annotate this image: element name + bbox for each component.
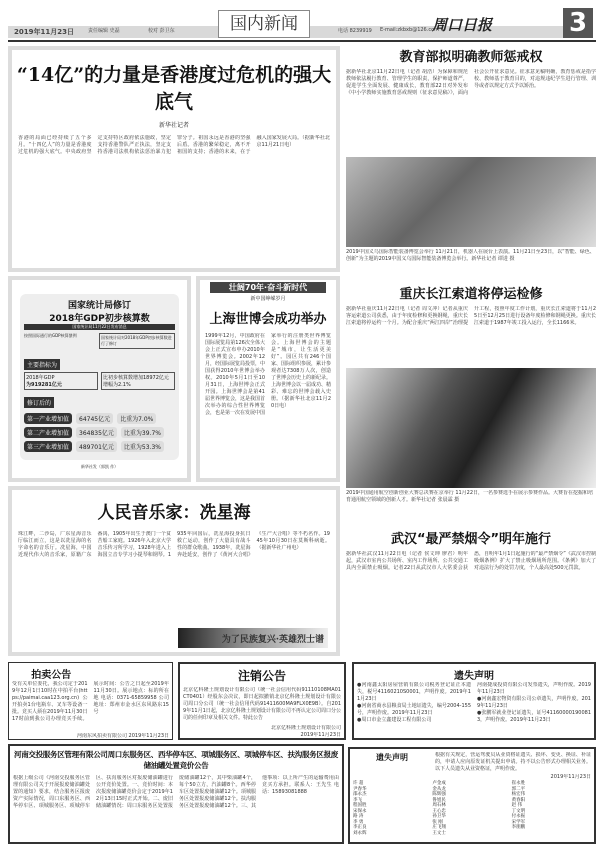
lost-person-name: 张 刚 bbox=[432, 819, 443, 825]
sector-name: 第三产业增加值 bbox=[24, 441, 72, 452]
lost-person-name: 尹春华 bbox=[353, 786, 367, 792]
auction-signer: 河南东风拍卖有限公司 bbox=[76, 733, 127, 739]
aviation-photo bbox=[346, 368, 596, 488]
infographic-subtitle: 2018年GDP初步核算数 bbox=[49, 314, 150, 324]
lost-notice-1 bbox=[352, 662, 596, 740]
lost-person-name: 陈辉强 bbox=[432, 792, 446, 797]
lost2-intro: 根据有关规定，营运驾驶员从业资格证遗失、损坏、变更、换证、补证的，申请人应向原发证机关提出申请。持不以公告形式办理相关业务。以下人员遗失从业资格证，声明作废。 bbox=[435, 752, 591, 772]
wh-headline: 武汉“最严禁烟令”明年施行 bbox=[390, 532, 552, 547]
lost-person-name: 孙卫华 bbox=[432, 814, 446, 819]
section-title: 国内新闻 bbox=[218, 10, 310, 38]
expo-robot-photo bbox=[346, 157, 596, 247]
sector-value: 64745亿元 bbox=[76, 413, 113, 424]
lost-person-name: 丁文明 bbox=[511, 808, 526, 814]
gdp-increase: 比初步核算数增加18972亿元 增幅为2.1% bbox=[101, 372, 175, 390]
gdp-sector-row bbox=[24, 413, 175, 424]
lost-person-name: 邵永杰 bbox=[353, 792, 367, 797]
cancellation-notice bbox=[178, 662, 346, 740]
photo-caption: 2019中国义乌国际智能装备博览会举行 11月21日，机器人在展台上表演。11月21日至23日，以“智能、绿色、创新”为主题的2019中国义乌国际智能装备博览会举行。新华社记者 谭进 摄 bbox=[346, 249, 595, 262]
lost-person-name: 李 勇 bbox=[353, 819, 364, 825]
lost-item: ●河南鑫太阳房屋营销有限公司税务登记证正本遗失，税号41160210S0001，声明作废。2019年11月23日 bbox=[357, 682, 471, 702]
note: 国家统计局对2018年GDP初步核算数进行了修订 bbox=[99, 333, 175, 349]
right-column bbox=[346, 46, 596, 656]
sector-name: 第二产业增加值 bbox=[24, 427, 72, 438]
expo-body: 1999年12月，中国政府在国际展览局第126次全体大会上正式宣布申办2010年世界博览会。2002年12月，经国际展览局投票，中国获得2010年世博会举办权。2010年5月1日至10月31日，上海世博会正式开园。上海世博会是第41届世界博览会，这是我国首次举办的综合性世界博览会，也是第一次在发展中国家举行的注册类世界博览会。上海世博会的主题是“城市，让生活更美好”。园区共有246个国家、国际组织参展，累计参观者达7308万人次，创造了世博会历史上的新纪录。上海世博会以一届成功、精彩、难忘的世博会载入史册。（据新华社北京11月20日电） bbox=[205, 333, 332, 416]
gdp-sector-row bbox=[24, 427, 175, 438]
label: 修订后的 bbox=[24, 397, 54, 408]
edu-headline: 教育部拟明确教师惩戒权 bbox=[399, 50, 543, 65]
series-banner: 壮阔70年·奋斗新时代 bbox=[210, 282, 326, 293]
gdp-value: 为919281亿元 bbox=[26, 382, 62, 388]
expo-headline: 上海世博会成功举办 bbox=[209, 312, 327, 327]
auction-title: 拍卖公告 bbox=[31, 670, 72, 681]
lost-item: ●河南鑫宏物资有限公司公章遗失，声明作废。2019年11月23日 bbox=[477, 696, 591, 709]
lost-person-name: 程国胜 bbox=[353, 803, 367, 808]
cancel-title: 注销公告 bbox=[237, 669, 286, 683]
lost-person-name: 郭二平 bbox=[511, 786, 526, 792]
lead-headline: “14亿”的力量是香港度过危机的强大底气 bbox=[16, 64, 332, 113]
lost2-title: 遗失声明 bbox=[376, 753, 408, 762]
issue-date: 2019年11月23日 bbox=[14, 28, 74, 36]
auction-signature bbox=[12, 733, 169, 740]
lost-title: 遗失声明 bbox=[454, 671, 494, 682]
bid-body: 根据上级公司《河南交投服务区管理有限公司关于开展报废储油罐处置的通知》要求，结合服务区报废资产实际情况，周口东服务区、西华停车区、项城服务区、项城停车区、扶沟服务区对报废储油罐进行公开竞价处置。一、竞价时间：本次报废储油罐竞价会定于2019年12月13日15时正式开始。二、废旧储油罐情况：周口东服务区处置报废储油罐12个，其中柴油罐4个，每个50立方，汽油罐8个。西华停车区处置报废储油罐12个。项城服务区处置报废储油罐12个。扶沟服务区处置报废储油罐12个。三、其他事项：以上所产生的运输费用由竞买方承担。联系人：王先生 电话：15893081888 bbox=[13, 775, 339, 809]
wh-body: 据新华社武汉11月22日电（记者 侯文坤 廖君）明年起，武汉市室内公共场所、室内工作场所、公共交通工具内全面禁止吸烟。记者22日从武汉市人大常委会获悉，自明年1月1日起施行的“最严禁烟令”《武汉市控制吸烟条例》扩大了禁止吸烟场所范围。《条例》加大了对违法行为的处罚力度，个人最高处500元罚款。 bbox=[346, 551, 596, 571]
sector-share: 比重为7.0% bbox=[117, 413, 156, 424]
editor: 责任编辑 史磊 bbox=[88, 28, 120, 34]
lost-item: ●张鹏军就业登记证遗失，证号411600001900813，声明作废。2019年11月23日 bbox=[477, 710, 591, 723]
lost-person-name: 李朋鹏 bbox=[511, 825, 526, 830]
lost-person-name: 路 涛 bbox=[353, 814, 364, 819]
sector-value: 364835亿元 bbox=[76, 427, 117, 438]
lost-item: ●河南省商水县粮食局土地证遗失，编号2004-155号，声明作废。2019年11月23日 bbox=[357, 703, 471, 716]
lead-body: 香港的局面已经持续了五个多月。“十四亿人”的力量是香港度过危机的强大底气。中央政府坚定支持特区政府依法施政，坚定支持香港警队严正执法，坚定支持香港司法机构依法惩治暴力犯罪分子。祖国永远是香港的坚强后盾。香港的繁荣稳定，离不开祖国的支持；香港的未来，在于融入国家发展大局。（据新华社北京11月21日电） bbox=[18, 135, 330, 155]
sector-share: 比重为39.7% bbox=[121, 427, 164, 438]
header-rule bbox=[8, 40, 596, 42]
bid-title: 河南交投服务区管理有限公司周口东服务区、西华停车区、项城服务区、项城停车区、扶沟服务区报废储油罐处置竞价公告 bbox=[14, 750, 338, 770]
lost-item: 河南捷成投资有限公司发票遗失，声明作废。2019年11月23日 bbox=[477, 682, 591, 695]
xian-headline: 人民音乐家：冼星海 bbox=[97, 503, 251, 523]
email: E-mail:zkbxb@126.com bbox=[380, 27, 439, 33]
infographic-credit: 新华社发（郭凯 作） bbox=[80, 464, 119, 469]
sector-name: 第一产业增加值 bbox=[24, 413, 72, 424]
cancel-body: 北京亿科隆土规划设计有限公司（统一社会信用代码91110108MA01CT0401）经股东会决议，即日起拟撤销北京亿科隆土规划设计有限公司周口分公司（统一社会信用代码91411600MA9FLX0E9B）。自2019年11月1日起，北京亿科隆土规划设计有限公司不再认定公司周口分公司的任何印章及相关文件。特此公告 bbox=[183, 687, 341, 721]
lost-person-name: 王文士 bbox=[432, 830, 446, 836]
lost-item: ●周口市金立鑫建设工程有限公司 bbox=[357, 717, 432, 723]
infographic-title: 国家统计局修订 bbox=[67, 301, 131, 311]
lost-person-name: 黄春阳 bbox=[511, 797, 526, 803]
lost-notice-2 bbox=[348, 747, 596, 844]
label: 主要指标为 bbox=[24, 359, 60, 370]
xian-article bbox=[8, 486, 340, 656]
lost-person-name: 刘永辉 bbox=[353, 830, 367, 836]
photo-caption: 2019中国通用航空创新创业大赛总决赛在京举行 11月22日，一名参赛选手在展示参赛作品。大赛旨在挖掘和培育通用航空领域的创新人才。新华社记者 张晨霖 摄 bbox=[346, 490, 594, 503]
auction-notice bbox=[8, 662, 173, 740]
auction-body: 受有关单位委托，我公司定于2019年12月1日10时在中拍平台(https://paimai.caa123.org.cn)公开拍卖1台电瓶车、叉车等设备一批。竞买人须在2019年11月30日17时前到我公司办理竞买手续。展示时间：公告之日起至2019年11月30日。展示地点：标的所在地 电话：0371-65859958 公司地址：郑州市金水区东风路东15号 bbox=[12, 681, 169, 722]
auction-date: 2019年11月23日 bbox=[128, 733, 169, 739]
lost-person-name: 付永振 bbox=[511, 814, 526, 819]
lost2-date: 2019年11月23日 bbox=[550, 774, 591, 780]
hero-series-banner: 为了民族复兴·英雄烈士谱 bbox=[178, 628, 328, 648]
proofreader: 校对 彭卫东 bbox=[148, 28, 175, 34]
infographic-source-line: 国家统计局11月22日发布消息 bbox=[24, 324, 175, 330]
page-number: 3 bbox=[563, 8, 593, 38]
edu-body: 据新华社北京11月22日电（记者 胡浩）为保障和规范教师依法履行教育、管理学生的职责，保护师道尊严，促进学生全面发展、健康成长，教育部22日对外发布《中小学教师实施教育惩戒规则（征求意见稿）》，面向社会公开征求意见。征求意见稿明确，教育惩戒是指学校、教师基于教育目的，对违规违纪学生进行管理、训导或者以规定方式予以矫治。 bbox=[346, 69, 596, 96]
cancel-date: 2019年11月23日 bbox=[300, 732, 341, 738]
lost-person-name: 崔永胜 bbox=[511, 781, 526, 786]
lead-byline: 新华社记者 bbox=[158, 122, 189, 129]
sector-value: 489701亿元 bbox=[76, 441, 117, 452]
phone: 电话 8239919 bbox=[338, 28, 372, 34]
xian-body: 珠江畔，二沙岛，广东星海音乐厅临江而立，这是以冼星海的名字命名的音乐厅。冼星海，中国近现代伟大的音乐家，原籍广东番禺，1905年出生于澳门一个贫苦船工家庭。1926年入北京大学音乐传习所学习，1928年进入上海国立音专学习小提琴和钢琴。1935年回国后，冼星海投身抗日救亡运动，创作了大量具有战斗性的群众歌曲。1938年，冼星海奔赴延安，创作了《黄河大合唱》《生产大合唱》等不朽名作。1945年10月30日在莫斯科病逝。（据新华社广州电） bbox=[18, 531, 330, 558]
lost-person-name: 周石林 bbox=[432, 803, 446, 808]
gdp-infographic bbox=[8, 276, 191, 482]
lost-person-name: 庄飞翔 bbox=[432, 825, 446, 830]
cq-body: 据新华社重庆11月22日电（记者 周文冲）记者从重庆客运索道公司获悉，由于年度检修和更换钢绳，重庆长江索道将停运约一个月。为配合重庆“两江四岸”治理提升工程，按照年度工作计划，重庆长江索道将于11月25日至12月25日进行设备年度检修和钢绳更换。重庆长江索道于1987年竣工投入运行，全长1166米。 bbox=[346, 306, 596, 326]
note: 按照国际通行的GDP核算惯例 bbox=[24, 333, 77, 338]
lost-person-name: 卢金成 bbox=[432, 781, 446, 786]
bid-notice bbox=[8, 744, 344, 844]
lead-article bbox=[8, 46, 340, 272]
expo-article bbox=[196, 276, 340, 482]
sector-share: 比重为53.3% bbox=[121, 441, 164, 452]
lost-person-name: 许 超 bbox=[353, 781, 364, 786]
lost-person-name: 金从龙 bbox=[432, 786, 446, 792]
lost-person-name: 宋保永 bbox=[353, 808, 367, 814]
paper-logo: 周口日报 bbox=[432, 16, 493, 34]
lost-person-name: 李正良 bbox=[353, 825, 367, 830]
cancel-signer: 北京亿科隆土规划设计有限公司 bbox=[270, 725, 341, 731]
cq-headline: 重庆长江索道将停运检修 bbox=[399, 287, 543, 302]
lost-person-name: 杨宏伟 bbox=[511, 792, 526, 797]
lost-person-name: 鲁旭民 bbox=[432, 797, 446, 803]
lost-person-name: 赵 伟 bbox=[511, 803, 523, 808]
gdp-sector-row bbox=[24, 441, 175, 452]
gdp-label: 2018年GDP bbox=[26, 375, 55, 381]
lost-person-name: 王心忠 bbox=[432, 808, 446, 814]
series-kicker: 新中国峥嵘岁月 bbox=[250, 296, 286, 302]
lost-person-name: 宋学军 bbox=[511, 819, 526, 825]
lost-person-name: 李飞 bbox=[353, 797, 362, 803]
